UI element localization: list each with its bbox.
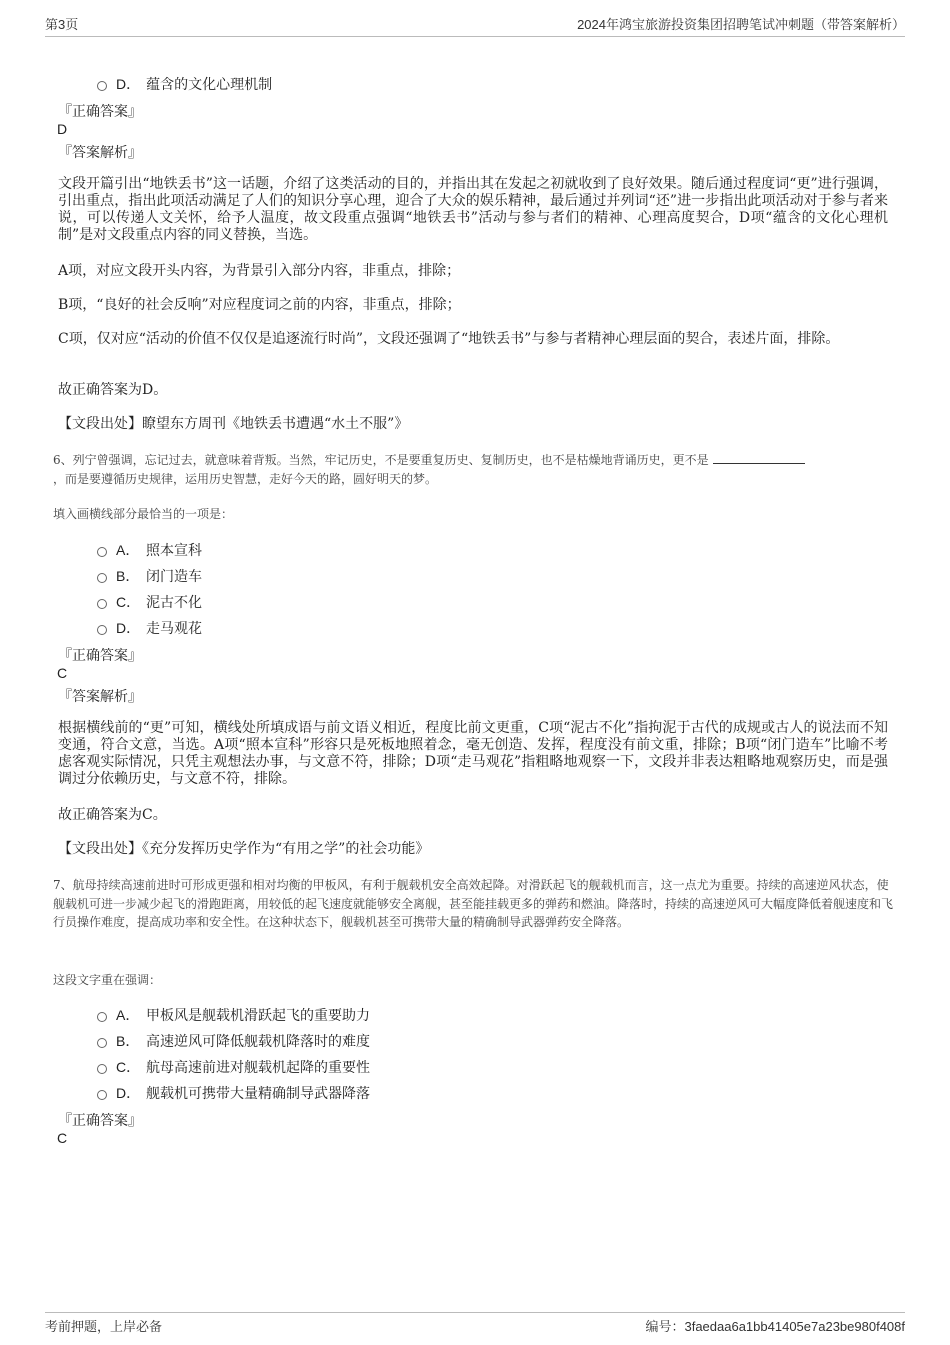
analysis-label: 『答案解析』 (58, 689, 142, 705)
q5-source: 【文段出处】瞭望东方周刊《地铁丢书遭遇“水土不服”》 (58, 416, 409, 432)
page-header (45, 14, 905, 37)
radio-button-icon[interactable] (97, 1064, 107, 1074)
radio-button-icon[interactable] (97, 1090, 107, 1100)
q6-option-d[interactable]: D． 走马观花 (97, 618, 202, 638)
q6-option-b[interactable]: B． 闭门造车 (97, 566, 202, 586)
document-id: 编号：3faedaa6a1bb41405e7a23be980f408f (645, 1319, 905, 1334)
correct-answer-label: 『正确答案』 (58, 104, 142, 120)
q6-answer: C (57, 665, 68, 681)
q6-option-a[interactable]: A． 照本宣科 (97, 540, 202, 560)
q7-option-d[interactable]: D． 舰载机可携带大量精确制导武器降落 (97, 1083, 370, 1103)
fill-blank-line (713, 453, 805, 464)
q6-analysis: 根据横线前的“更”可知，横线处所填成语与前文语义相近，程度比前文更重，C项“泥古不化”指拘泥于古代的成规或古人的说法而不知变通，符合文意，当选。A项“照本宣科”形容只是死板地照着念，毫无创造、发挥，程度没有前文重，排除；B项“闭门造车”比喻不考虑客观实际情况，只凭主观想法办事，与文意不符，排除；D项“走马观花”指粗略地观察一下，文段并非表达粗略地观察历史，而是强调过分依赖历史，与文意不符，排除。 (58, 720, 888, 787)
page-footer (45, 1312, 905, 1335)
q5-answer: D (57, 121, 68, 137)
q6-conclusion: 故正确答案为C。 (58, 807, 167, 823)
document-title: 2024年鸿宝旅游投资集团招聘笔试冲刺题（带答案解析） (577, 17, 905, 32)
radio-button-icon[interactable] (97, 1012, 107, 1022)
q7-option-a[interactable]: A． 甲板风是舰载机滑跃起飞的重要助力 (97, 1005, 370, 1025)
radio-button-icon[interactable] (97, 573, 107, 583)
q5-analysis-a: A项，对应文段开头内容，为背景引入部分内容，非重点，排除； (58, 263, 461, 279)
page-number: 第3页 (45, 17, 79, 32)
q6-source: 【文段出处】《充分发挥历史学作为“有用之学”的社会功能》 (58, 841, 430, 857)
q6-option-c[interactable]: C． 泥古不化 (97, 592, 202, 612)
radio-button-icon[interactable] (97, 599, 107, 609)
q5-conclusion: 故正确答案为D。 (58, 382, 168, 398)
radio-button-icon[interactable] (97, 547, 107, 557)
radio-button-icon[interactable] (97, 1038, 107, 1048)
q7-prompt: 这段文字重在强调： (53, 973, 162, 987)
radio-button-icon[interactable] (97, 81, 107, 91)
q6-prompt: 填入画横线部分最恰当的一项是： (53, 507, 234, 521)
q7-stem: 7、航母持续高速前进时可形成更强和相对均衡的甲板风，有利于舰载机安全高效起降。对滑跃起飞的舰载机而言，这一点尤为重要。持续的高速逆风状态，使舰载机可进一步减少起飞的滑跑距离，用较低的起飞速度就能够安全离舰，甚至能挂载更多的弹药和燃油。降落时，持续的高速逆风可大幅度降低着舰速度和飞行员操作难度，提高成功率和安全性。在这种状态下，舰载机甚至可携带大量的精确制导武器弹药安全降落。 (53, 878, 894, 929)
q5-analysis-b: B项，“良好的社会反响”对应程度词之前的内容，非重点，排除； (58, 297, 461, 313)
q6-stem: 6、列宁曾强调，忘记过去，就意味着背叛。当然，牢记历史，不是要重复历史、复制历史，也不是枯燥地背诵历史，更不是 ，而是要遵循历史规律，运用历史智慧，走好今天的路，圆好明天的梦。 (53, 451, 898, 488)
footer-slogan: 考前押题，上岸必备 (45, 1319, 163, 1334)
analysis-label: 『答案解析』 (58, 145, 142, 161)
q7-option-c[interactable]: C． 航母高速前进对舰载机起降的重要性 (97, 1057, 370, 1077)
q5-analysis-c: C项，仅对应“活动的价值不仅仅是追逐流行时尚”，文段还强调了“地铁丢书”与参与者精神心理层面的契合，表述片面，排除。 (58, 331, 840, 347)
q7-answer: C (57, 1130, 68, 1146)
q5-option-d[interactable]: D． 蕴含的文化心理机制 (97, 74, 272, 94)
q7-option-b[interactable]: B． 高速逆风可降低舰载机降落时的难度 (97, 1031, 370, 1051)
radio-button-icon[interactable] (97, 625, 107, 635)
correct-answer-label: 『正确答案』 (58, 1113, 142, 1129)
correct-answer-label: 『正确答案』 (58, 648, 142, 664)
q5-analysis: 文段开篇引出“地铁丢书”这一话题，介绍了这类活动的目的，并指出其在发起之初就收到了良好效果。随后通过程度词“更”进行强调，引出重点，指出此项活动满足了人们的知识分享心理，迎合了大众的娱乐精神，最后通过并列词“还”进一步指出此项活动对于参与者来说，可以传递人文关怀，给予人温度，故文段重点强调“地铁丢书”活动与参与者们的精神、心理高度契合，D项“蕴含的文化心理机制”是对文段重点内容的同义替换，当选。 (58, 176, 888, 243)
